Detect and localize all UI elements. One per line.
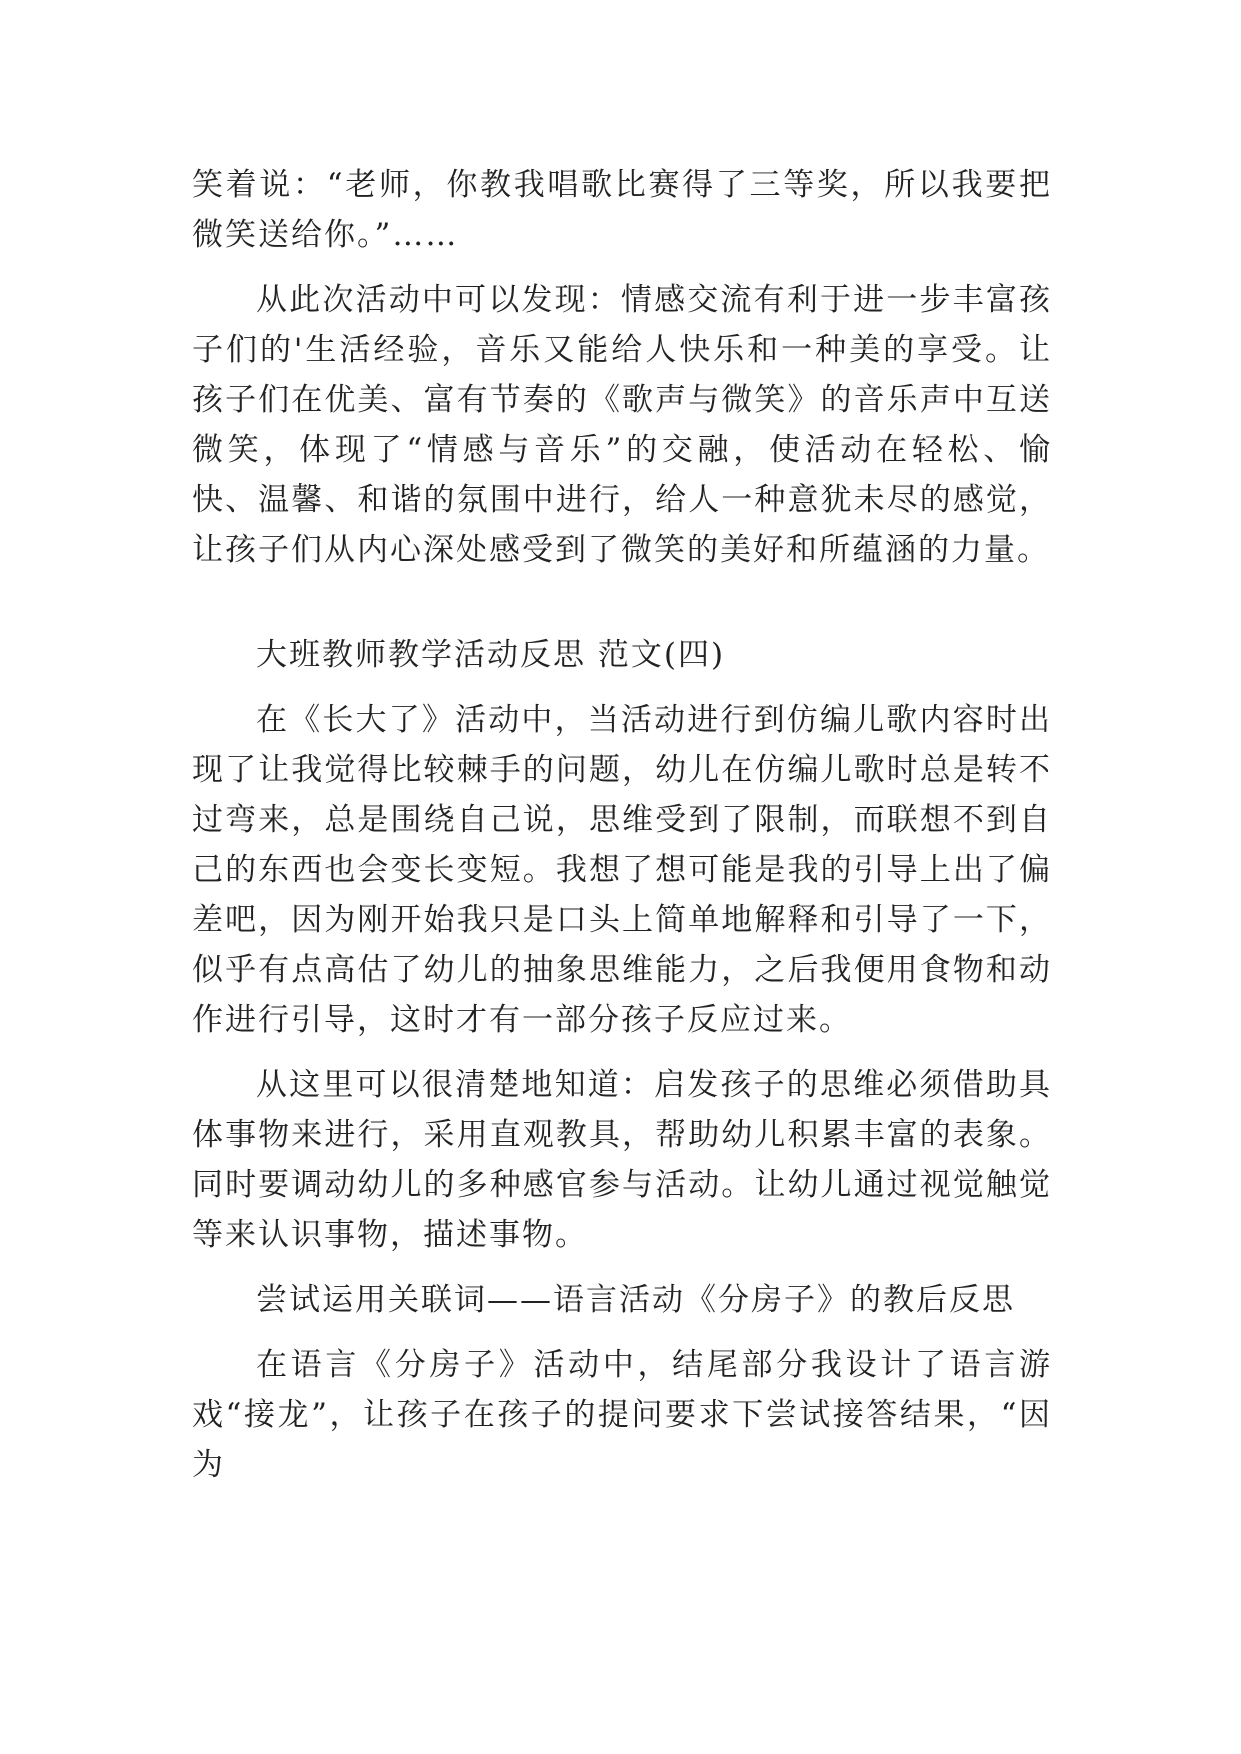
paragraph-continuation: 笑着说：“老师，你教我唱歌比赛得了三等奖，所以我要把微笑送给你。”…… <box>192 167 1052 253</box>
paragraph-concrete-thinking: 从这里可以很清楚地知道：启发孩子的思维必须借助具体事物来进行，采用直观教具，帮助幼儿积累丰富的表象。同时要调动幼儿的多种感官参与活动。让幼儿通过视觉触觉等来认识事物，描述事物。 <box>192 1067 1052 1253</box>
section-heading-conjunctions: 尝试运用关联词——语言活动《分房子》的教后反思 <box>256 1282 1015 1318</box>
paragraph-reflection-smile: 从此次活动中可以发现：情感交流有利于进一步丰富孩子们的'生活经验，音乐又能给人快乐和一种美的享受。让孩子们在优美、富有节奏的《歌声与微笑》的音乐声中互送微笑，体现了“情感与音乐”的交融，使活动在轻松、愉快、温馨、和谐的氛围中进行，给人一种意犹未尽的感觉，让孩子们从内心深处感受到了微笑的美好和所蕴涵的力量。 <box>192 282 1052 568</box>
section-gap <box>192 590 1052 630</box>
paragraph-dividing-houses: 在语言《分房子》活动中，结尾部分我设计了语言游戏“接龙”，让孩子在孩子的提问要求下尝试接答结果，“因为 <box>192 1347 1052 1483</box>
document-body <box>192 160 1052 1505</box>
section-heading-sample-four: 大班教师教学活动反思 范文(四) <box>256 637 726 673</box>
paragraph-grown-up-activity: 在《长大了》活动中，当活动进行到仿编儿歌内容时出现了让我觉得比较棘手的问题，幼儿在仿编儿歌时总是转不过弯来，总是围绕自己说，思维受到了限制，而联想不到自己的东西也会变长变短。我想了想可能是我的引导上出了偏差吧，因为刚开始我只是口头上简单地解释和引导了一下，似乎有点高估了幼儿的抽象思维能力，之后我便用食物和动作进行引导，这时才有一部分孩子反应过来。 <box>192 702 1052 1038</box>
